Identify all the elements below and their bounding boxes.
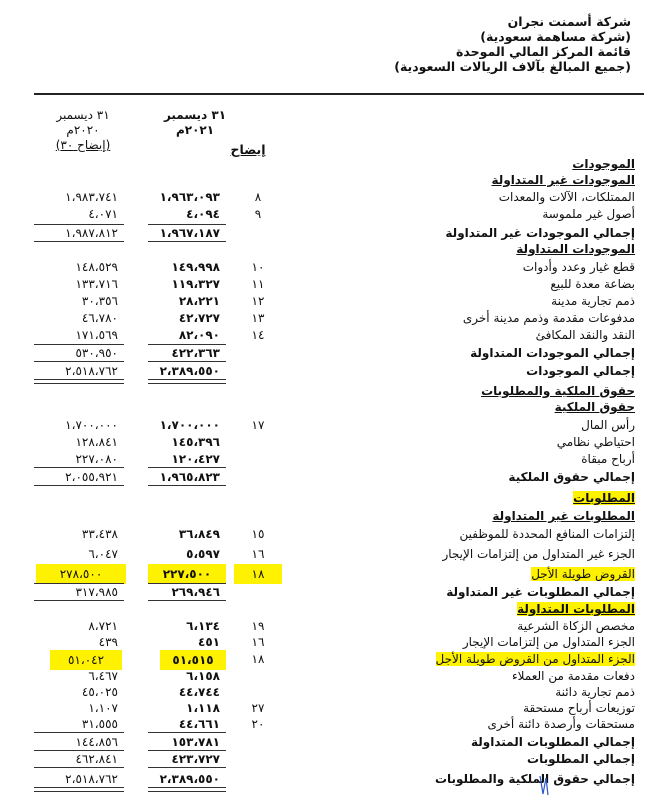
value-2021: ٤٤،٦٦١ (178, 717, 220, 731)
row-label: قطع غيار وعدد وأدوات (522, 260, 635, 274)
subtotal-rule (34, 467, 124, 468)
company-name: شركة أسمنت نجران (507, 14, 631, 29)
subtotal-rule (148, 767, 226, 768)
subtotal-rule (148, 467, 226, 468)
row-label: إجمالي الموجودات غير المتداولة (445, 226, 635, 240)
value-2021: ١،١١٨ (186, 701, 220, 715)
note-ref: ١٦ (251, 635, 265, 649)
col-2020-line1: ٣١ ديسمبر (56, 108, 110, 122)
note-ref: ٩ (254, 207, 262, 221)
row-label: إجمالي حقوق الملكية (508, 470, 635, 484)
note-ref: ١٢ (251, 294, 265, 308)
value-2021: ١،٩٦٣،٠٩٣ (159, 190, 220, 204)
row-label: إجمالي الموجودات المتداولة (470, 346, 635, 360)
value-2020: ١،٧٠٠،٠٠٠ (65, 418, 118, 432)
row-label: مستحقات وأرصدة دائنة أخرى (487, 717, 635, 731)
subtotal-rule (34, 767, 124, 768)
row-label: إجمالي الموجودات (526, 364, 635, 378)
row-label: الموجودات (572, 157, 635, 171)
units-note: (جميع المبالغ بآلاف الريالات السعودية) (394, 59, 631, 74)
note-column-header: إيضاح (230, 142, 266, 157)
note-ref: ١٠ (251, 260, 265, 274)
subtotal-rule (34, 485, 124, 486)
value-2020: ١،٩٨٣،٧٤١ (65, 190, 118, 204)
note-ref: ١٨ (234, 564, 282, 584)
row-label (295, 601, 635, 617)
value-2020: ٣٣،٤٣٨ (81, 527, 118, 541)
value-2021: ٨٢،٠٩٠ (178, 328, 220, 342)
col-2020-line2: ٢٠٢٠م (66, 123, 100, 137)
value-2021: ٤٢٢،٣٦٣ (171, 346, 220, 360)
highlighted-label: المطلوبات المتداولة (517, 602, 635, 616)
value-2020: ١٢٨،٨٤١ (75, 435, 118, 449)
total-double-rule (34, 787, 124, 792)
row-label: ذمم تجارية دائنة (555, 685, 635, 699)
subtotal-rule (148, 600, 226, 601)
value-2021: ٤٤،٧٤٤ (178, 685, 220, 699)
value-2020: ٢٧٨،٥٠٠ (36, 564, 126, 584)
total-double-rule (148, 787, 226, 792)
value-2020: ١٧١،٥٦٩ (75, 328, 118, 342)
value-2020: ٢٢٧،٠٨٠ (75, 452, 118, 466)
value-2020: ١،٩٨٧،٨١٢ (65, 226, 118, 240)
total-double-rule (34, 379, 124, 384)
subtotal-rule (148, 732, 226, 733)
value-2021: ١٤٥،٣٩٦ (171, 435, 220, 449)
row-label (295, 566, 635, 582)
subtotal-rule (34, 344, 124, 345)
value-2021: ٢،٣٨٩،٥٥٠ (159, 772, 220, 786)
subtotal-rule (34, 224, 124, 225)
value-2020: ٤٦،٧٨٠ (81, 311, 118, 325)
value-2020: ١،١٠٧ (88, 701, 118, 715)
value-2021: ٤٥١ (198, 635, 220, 649)
value-2021: ٦،١٥٨ (186, 669, 220, 683)
value-2020: ٥٣٠،٩٥٠ (75, 346, 118, 360)
value-2021: ٥١،٥١٥ (160, 650, 226, 670)
row-label: الموجودات المتداولة (516, 242, 635, 256)
row-label: دفعات مقدمة من العملاء (511, 669, 635, 683)
row-label: حقوق الملكية والمطلوبات (481, 384, 635, 398)
value-2020: ١٤٨،٥٢٩ (75, 260, 118, 274)
value-2021: ٢،٣٨٩،٥٥٠ (159, 364, 220, 378)
value-2020: ٤٥،٠٢٥ (81, 685, 118, 699)
value-2020: ٣١٧،٩٨٥ (75, 585, 118, 599)
value-2021: ٤٢،٧٢٧ (178, 311, 220, 325)
value-2020: ٢،٥١٨،٧٦٢ (65, 772, 118, 786)
note-ref: ١٧ (251, 418, 265, 432)
value-2020: ٦،٤٦٧ (88, 669, 118, 683)
row-label: إجمالي المطلوبات غير المتداولة (446, 585, 635, 599)
row-label: الجزء المتداول من إلتزامات الإيجار (462, 635, 635, 649)
header-rule (34, 93, 644, 95)
note-ref: ١٦ (251, 547, 265, 561)
value-2021: ٢٦٩،٩٤٦ (171, 585, 220, 599)
subtotal-rule (34, 241, 124, 242)
value-2020: ٤٦٢،٨٤١ (75, 752, 118, 766)
row-label: مدفوعات مقدمة وذمم مدينة أخرى (462, 311, 635, 325)
pen-mark-icon (536, 774, 556, 796)
value-2021: ٢٢٧،٥٠٠ (148, 564, 226, 584)
value-2020: ٤٣٩ (98, 635, 118, 649)
value-2021: ٦،١٣٤ (186, 619, 220, 633)
note-ref: ٢٠ (251, 717, 265, 731)
row-label: بضاعة معدة للبيع (550, 277, 635, 291)
statement-title: قائمة المركز المالي الموحدة (456, 44, 631, 59)
subtotal-rule (148, 750, 226, 751)
row-label (295, 490, 635, 506)
subtotal-rule (148, 224, 226, 225)
col-2021-line2: ٢٠٢١م (175, 123, 215, 137)
row-label: المطلوبات غير المتداولة (492, 509, 635, 523)
highlighted-label: المطلوبات (573, 491, 635, 505)
row-label: إجمالي المطلوبات (527, 752, 635, 766)
value-2021: ٥،٥٩٧ (186, 547, 220, 561)
row-label: الجزء غير المتداول من إلتزامات الإيجار (442, 547, 635, 561)
row-label: توزيعات أرباح مستحقة (523, 701, 635, 715)
row-label: احتياطي نظامي (556, 435, 635, 449)
subtotal-rule (34, 583, 124, 584)
note-ref: ٨ (254, 190, 262, 204)
value-2021: ١٢٠،٤٢٧ (171, 452, 220, 466)
subtotal-rule (34, 750, 124, 751)
value-2020: ١٣٣،٧١٦ (75, 277, 118, 291)
value-2021: ١١٩،٣٢٧ (171, 277, 220, 291)
subtotal-rule (148, 485, 226, 486)
note-ref: ١٩ (251, 619, 265, 633)
row-label: النقد والنقد المكافئ (535, 328, 635, 342)
value-2021: ١،٩٦٧،١٨٧ (159, 226, 220, 240)
value-2020: ٦،٠٤٧ (88, 547, 118, 561)
value-2020: ١٤٤،٨٥٦ (75, 735, 118, 749)
row-label: إجمالي المطلوبات المتداولة (470, 735, 635, 749)
value-2021: ١٤٩،٩٩٨ (171, 260, 220, 274)
value-2021: ١،٩٦٥،٨٢٣ (159, 470, 220, 484)
col-2021-line1: ٣١ ديسمبر (163, 108, 227, 122)
note-ref: ١٥ (251, 527, 265, 541)
subtotal-rule (148, 241, 226, 242)
value-2021: ١،٧٠٠،٠٠٠ (159, 418, 220, 432)
row-label: الممتلكات، الآلات والمعدات (498, 190, 635, 204)
subtotal-rule (148, 583, 226, 584)
value-2020: ٣٠،٣٥٦ (81, 294, 118, 308)
value-2020: ٣١،٥٥٥ (81, 717, 118, 731)
row-label (295, 651, 635, 667)
value-2021: ٣٦،٨٤٩ (178, 527, 220, 541)
subtotal-rule (148, 361, 226, 362)
highlighted-label: الجزء المتداول من القروض طويلة الأجل (435, 652, 635, 666)
value-2020: ٢،٠٥٥،٩٢١ (65, 470, 118, 484)
col-2020-line3: (إيضاح ٣٠) (55, 138, 111, 152)
subtotal-rule (34, 361, 124, 362)
row-label: أرباح مبقاة (581, 452, 635, 466)
value-2020: ٨،٧٢١ (88, 619, 118, 633)
row-label: الموجودات غير المتداولة (491, 173, 635, 187)
note-ref: ١١ (251, 277, 265, 291)
value-2020: ٤،٠٧١ (88, 207, 118, 221)
note-ref: ١٨ (251, 652, 265, 666)
row-label: مخصص الزكاة الشرعية (517, 619, 635, 633)
value-2020: ٢،٥١٨،٧٦٢ (65, 364, 118, 378)
value-2021: ٤،٠٩٤ (186, 207, 220, 221)
note-ref: ٢٧ (251, 701, 265, 715)
row-label: إجمالي حقوق الملكية والمطلوبات (434, 772, 635, 786)
highlighted-label: القروض طويلة الأجل (531, 567, 635, 581)
row-label: أصول غير ملموسة (542, 207, 635, 221)
row-label: حقوق الملكية (554, 400, 635, 414)
note-ref: ١٤ (251, 328, 265, 342)
subtotal-rule (34, 732, 124, 733)
total-double-rule (148, 379, 226, 384)
value-2021: ١٥٣،٧٨١ (171, 735, 220, 749)
company-type: (شركة مساهمة سعودية) (480, 29, 631, 44)
row-label: ذمم تجارية مدينة (551, 294, 635, 308)
value-2021: ٤٢٣،٧٢٧ (171, 752, 220, 766)
row-label: رأس المال (581, 418, 635, 432)
value-2021: ٢٨،٢٢١ (178, 294, 220, 308)
note-ref: ١٣ (251, 311, 265, 325)
row-label: إلتزامات المنافع المحددة للموظفين (459, 527, 635, 541)
value-2020: ٥١،٠٤٢ (50, 650, 122, 670)
subtotal-rule (148, 344, 226, 345)
subtotal-rule (34, 600, 124, 601)
